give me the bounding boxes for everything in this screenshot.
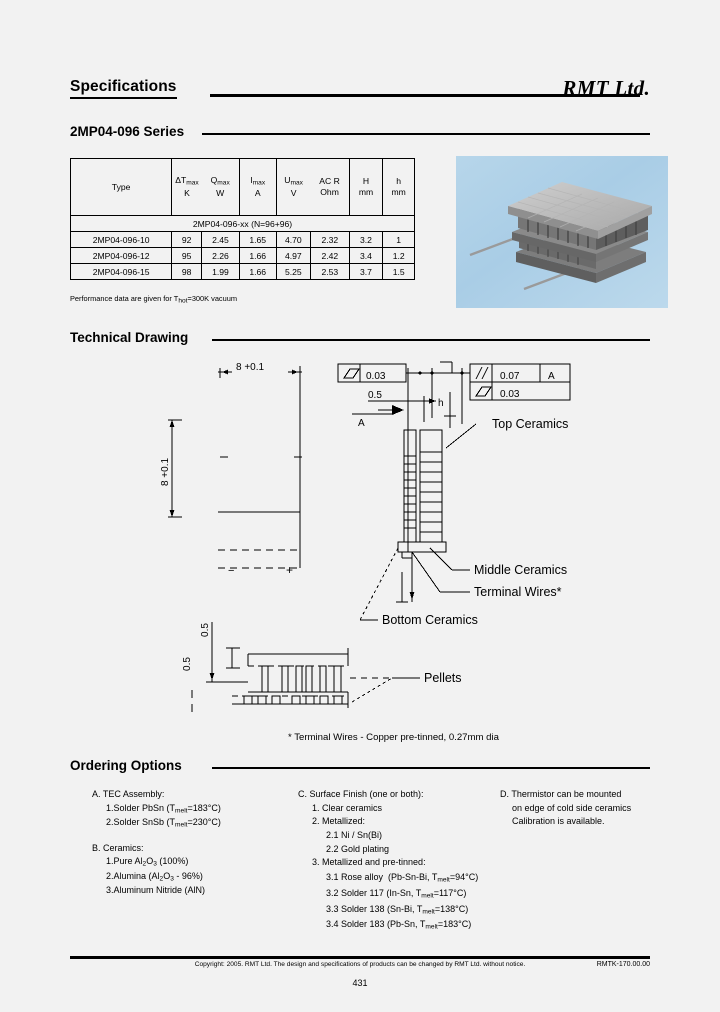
series-heading-rule	[202, 133, 650, 135]
cell-qmax: 2.45	[202, 232, 240, 248]
spacer	[92, 831, 292, 842]
cell-imax: 1.65	[239, 232, 276, 248]
label-top-ceramics: Top Ceramics	[492, 417, 569, 431]
label-pellets: Pellets	[424, 671, 462, 685]
gdt-parallel-value: 0.07	[500, 371, 520, 382]
cell-h: 1.5	[383, 264, 415, 280]
cell-acr: 2.32	[310, 232, 349, 248]
dim-half-label: 0.5	[368, 390, 382, 401]
cell-qmax: 2.26	[202, 248, 240, 264]
col-header-type	[71, 159, 172, 216]
table-row	[71, 248, 415, 264]
polarity-plus-label: +	[286, 563, 294, 577]
page-header	[70, 78, 650, 104]
cell-h: 1	[383, 232, 415, 248]
cell-umax: 4.70	[276, 232, 310, 248]
cell-acr: 2.53	[310, 264, 349, 280]
polarity-minus-label: −	[228, 565, 235, 577]
ordering-column-left	[92, 788, 292, 898]
product-photo-render	[456, 156, 668, 308]
page-title: Specifications	[70, 78, 177, 99]
technical-drawing	[0, 352, 720, 752]
dim-pellet-b-label: 0.5	[182, 657, 193, 671]
cell-acr: 2.42	[310, 248, 349, 264]
ordering-item: 2.Alumina $(Al_2O_3 - 96\%)$	[106, 870, 203, 883]
cell-dtmax: 92	[172, 232, 202, 248]
col-header-imax: $I_{max}$ A	[239, 159, 276, 216]
cell-h: 1.2	[383, 248, 415, 264]
cell-H: 3.2	[349, 232, 383, 248]
ordering-item: 2.Solder SnSb $(T_{melt}=230^\circ C)$	[106, 817, 221, 829]
cell-qmax: 1.99	[202, 264, 240, 280]
dim-h-label: h	[438, 398, 444, 409]
ordering-column-middle	[298, 788, 518, 933]
page-number: 431	[352, 978, 368, 988]
ordering-item: 2. Metallized:	[312, 816, 366, 827]
cell-imax: 1.66	[239, 264, 276, 280]
col-header-qmax: $Q_{max}$ W	[202, 159, 240, 216]
cell-H: 3.7	[349, 264, 383, 280]
cell-imax: 1.66	[239, 248, 276, 264]
drawing-heading-rule	[212, 339, 650, 341]
cell-umax: 4.97	[276, 248, 310, 264]
col-header-umax: $U_{max}$ V	[276, 159, 310, 216]
label-middle-ceramics: Middle Ceramics	[474, 563, 568, 577]
cell-H: 3.4	[349, 248, 383, 264]
series-heading: 2MP04-096 Series	[70, 124, 185, 139]
ordering-item: 1. Clear ceramics	[312, 802, 383, 813]
ordering-group-title-a: A. TEC Assembly:	[92, 789, 165, 799]
ordering-item: 3.3 Solder 138 (Sn-Bi, $T_{melt}=138^\circ C$)	[326, 903, 469, 915]
table-row	[71, 264, 415, 280]
col-header-type-label: Type	[111, 181, 131, 192]
ordering-item: 1.Solder PbSn $(T_{melt}=183^\circ C)$	[106, 802, 221, 815]
footer-copyright: Copyright: 2005. RMT Ltd. The design and specifications of products can be changed by RMT Ltd. without notice.	[194, 961, 526, 968]
ordering-group-title-b: B. Ceramics:	[92, 842, 144, 853]
ordering-item: 3.1 Rose alloy (Pb-Sn-Bi, $T_{melt}=94^\circ C$)	[326, 872, 479, 884]
ordering-heading: Ordering Options	[70, 758, 182, 773]
gdt-parallel-datum: A	[548, 371, 555, 382]
dim-pellet-a-label: 0.5	[200, 623, 211, 637]
ordering-item: Calibration is available.	[512, 816, 605, 827]
ordering-heading-block	[70, 758, 650, 778]
footer-rule	[70, 956, 650, 959]
drawing-heading: Technical Drawing	[70, 330, 189, 345]
ordering-item: on edge of cold side ceramics	[512, 802, 632, 813]
series-heading-block	[70, 124, 650, 144]
ordering-group-title-d: D. Thermistor can be mounted	[500, 789, 622, 799]
table-row	[71, 232, 415, 248]
ordering-item: 3.4 Solder 183 (Pb-Sn, $T_{melt}=183^\circ C$)	[326, 919, 472, 931]
ordering-item: 2.1 Ni / Sn(Bi)	[326, 830, 383, 841]
cell-type: 2MP04-096-10	[71, 232, 172, 248]
dim-left-label: 8 +0.1	[160, 457, 171, 487]
col-header-acr: AC R Ohm	[310, 159, 349, 216]
product-photo	[456, 156, 668, 308]
ordering-item: 2.2 Gold plating	[326, 843, 390, 854]
cell-dtmax: 98	[172, 264, 202, 280]
cell-dtmax: 95	[172, 248, 202, 264]
table-header-row	[71, 159, 415, 216]
ordering-item: 3.Aluminum Nitride (AlN)	[106, 885, 206, 896]
cell-type: 2MP04-096-12	[71, 248, 172, 264]
ordering-column-right	[500, 788, 690, 829]
ordering-item: 1.Pure $Al_2O_3$ (100%)	[106, 856, 189, 868]
datum-a-label: A	[358, 418, 365, 429]
dim-top-label: 8 +0.1	[236, 362, 265, 373]
col-header-dtmax: $\Delta T_{max}$ K	[172, 159, 202, 216]
col-header-H: H mm	[349, 159, 383, 216]
table-group-row	[71, 216, 415, 232]
technical-drawing-svg	[0, 352, 720, 752]
ordering-item: 3. Metallized and pre-tinned:	[312, 857, 426, 868]
specifications-table	[70, 158, 415, 280]
cell-umax: 5.25	[276, 264, 310, 280]
ordering-item: 3.2 Solder 117 (In-Sn, $T_{melt}=117^\circ C$)	[326, 887, 467, 900]
table-group-label: 2MP04-096-xx (N=96+96)	[71, 216, 415, 232]
col-header-h: h mm	[383, 159, 415, 216]
gdt-flatness-value: 0.03	[366, 371, 386, 382]
gdt-flatness2-value: 0.03	[500, 389, 520, 400]
label-terminal-wires: Terminal Wires*	[474, 585, 562, 599]
footer-doc-code: RMTK-170.00.00	[596, 961, 650, 968]
cell-type: 2MP04-096-15	[71, 264, 172, 280]
drawing-heading-block	[70, 330, 650, 350]
ordering-group-title-c: C. Surface Finish (one or both):	[298, 789, 424, 799]
ordering-heading-rule	[212, 767, 650, 769]
drawing-footnote: * Terminal Wires - Copper pre-tinned, 0.27mm dia	[288, 732, 499, 743]
company-logo: RMT Ltd.	[562, 76, 650, 100]
table-footnote: Performance data are given for $T_{hot}=300K$ vacuum	[70, 294, 238, 305]
label-bottom-ceramics: Bottom Ceramics	[382, 613, 478, 627]
